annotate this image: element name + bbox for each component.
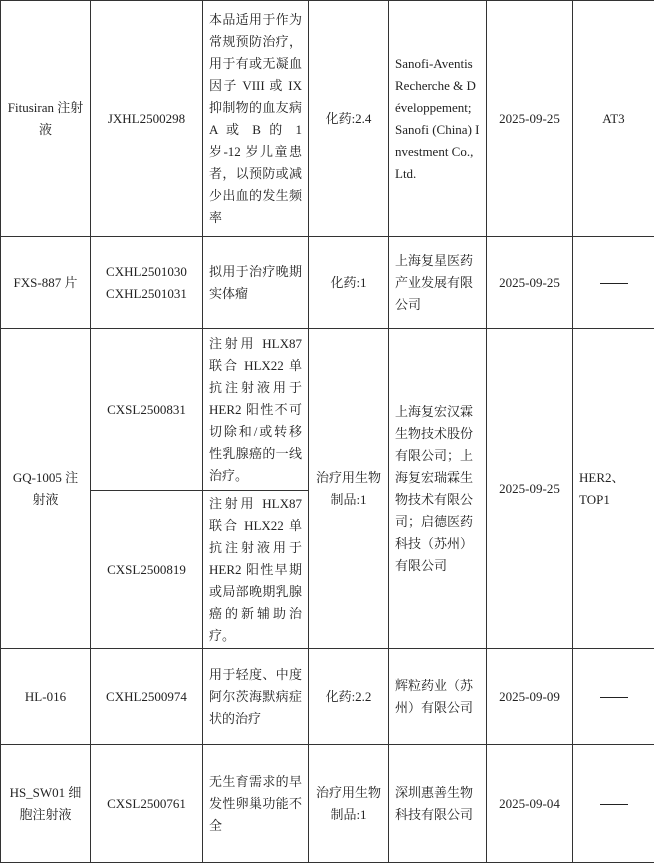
acceptance-number-cell: CXHL2501030 CXHL2501031 <box>91 237 203 329</box>
acceptance-number-cell: CXSL2500819 <box>91 491 203 649</box>
table-row <box>1 237 654 329</box>
table-row <box>1 329 654 491</box>
applicant-cell: 辉粒药业（苏州）有限公司 <box>389 649 487 745</box>
indication-cell: 本品适用于作为常规预防治疗，用于有或无凝血因子 VIII 或 IX 抑制物的血友病 A 或 B 的 1 岁-12 岁儿童患者，以预防或减少出血的发生频率 <box>203 1 309 237</box>
acceptance-number-cell: JXHL2500298 <box>91 1 203 237</box>
registration-category-cell: 化药:1 <box>309 237 389 329</box>
date-cell: 2025-09-09 <box>487 649 573 745</box>
target-cell: AT3 <box>573 1 654 237</box>
acceptance-number-cell: CXHL2500974 <box>91 649 203 745</box>
drug-name-cell: Fitusiran 注射液 <box>1 1 91 237</box>
indication-cell: 拟用于治疗晚期实体瘤 <box>203 237 309 329</box>
target-cell: HER2、TOP1 <box>573 329 654 649</box>
target-cell <box>573 237 654 329</box>
registration-category-cell: 治疗用生物制品:1 <box>309 329 389 649</box>
drug-name-cell: HL-016 <box>1 649 91 745</box>
applicant-cell: 上海复星医药产业发展有限公司 <box>389 237 487 329</box>
acceptance-number-cell: CXSL2500761 <box>91 745 203 863</box>
empty-dash <box>600 283 628 284</box>
acceptance-number-cell: CXSL2500831 <box>91 329 203 491</box>
applicant-cell: Sanofi-Aventis Recherche & Développement; Sanofi (China) Investment Co., Ltd. <box>389 1 487 237</box>
drug-name-cell: FXS-887 片 <box>1 237 91 329</box>
empty-dash <box>600 804 628 805</box>
date-cell: 2025-09-25 <box>487 329 573 649</box>
table-row <box>1 1 654 237</box>
table-row <box>1 745 654 863</box>
registration-category-cell: 化药:2.4 <box>309 1 389 237</box>
indication-cell: 用于轻度、中度阿尔茨海默病症状的治疗 <box>203 649 309 745</box>
date-cell: 2025-09-04 <box>487 745 573 863</box>
target-cell <box>573 649 654 745</box>
drug-name-cell: HS_SW01 细胞注射液 <box>1 745 91 863</box>
date-cell: 2025-09-25 <box>487 1 573 237</box>
indication-cell: 注射用 HLX87 联合 HLX22 单抗注射液用于 HER2 阳性不可切除和/或转移性乳腺癌的一线治疗。 <box>203 329 309 491</box>
indication-cell: 无生育需求的早发性卵巢功能不全 <box>203 745 309 863</box>
applicant-cell: 上海复宏汉霖生物技术股份有限公司；上海复宏瑞霖生物技术有限公司；启德医药科技（苏州）有限公司 <box>389 329 487 649</box>
registration-category-cell: 化药:2.2 <box>309 649 389 745</box>
drug-name-cell: GQ-1005 注射液 <box>1 329 91 649</box>
date-cell: 2025-09-25 <box>487 237 573 329</box>
empty-dash <box>600 697 628 698</box>
indication-cell: 注射用 HLX87 联合 HLX22 单抗注射液用于 HER2 阳性早期或局部晚期乳腺癌的新辅助治疗。 <box>203 491 309 649</box>
table-row <box>1 649 654 745</box>
applicant-cell: 深圳惠善生物科技有限公司 <box>389 745 487 863</box>
registration-category-cell: 治疗用生物制品:1 <box>309 745 389 863</box>
target-cell <box>573 745 654 863</box>
